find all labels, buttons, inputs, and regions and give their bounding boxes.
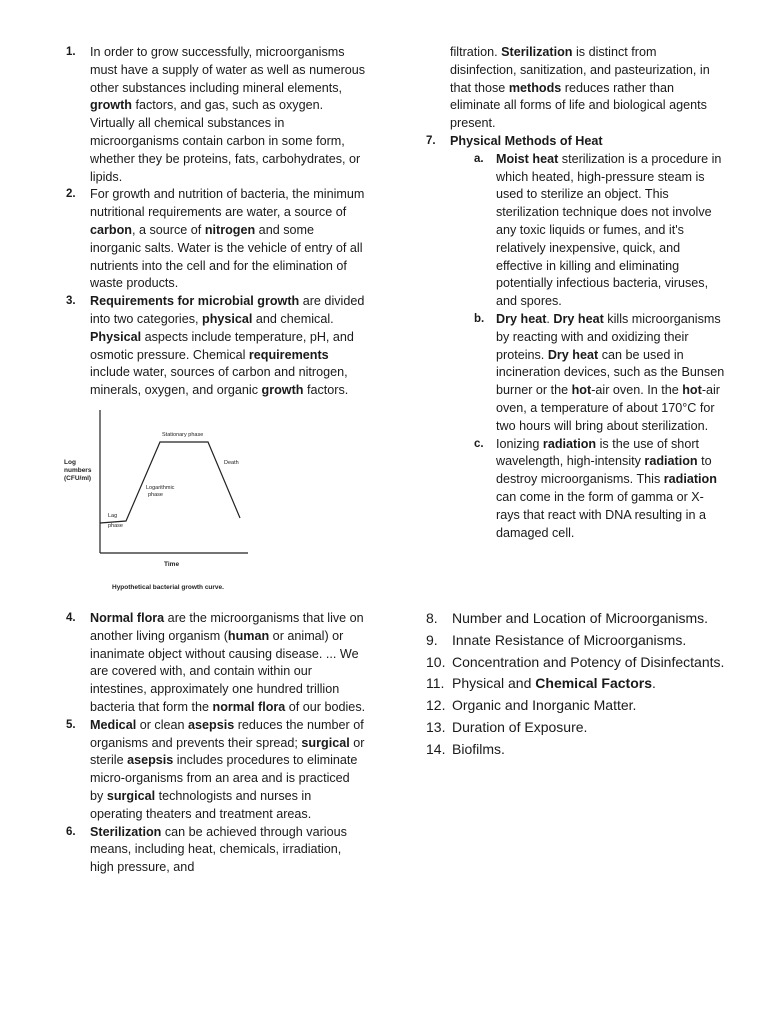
- sub-item-b: [426, 311, 726, 436]
- item-text: are the microorganisms that live on another living organism (: [90, 610, 364, 643]
- item-bold: Moist heat: [496, 151, 559, 166]
- item-text: factors, and gas, such as oxygen. Virtually all chemical substances in microorganisms contain carbon in some form, whether they be proteins, fats, carbohydrates, or lipids.: [90, 98, 361, 184]
- item-text: can come in the form of gamma or X-rays that react with DNA resulting in a damaged cell.: [496, 489, 706, 540]
- item-number: 2.: [66, 188, 76, 201]
- item-text: .: [652, 675, 656, 692]
- item-text: Innate Resistance of Microorganisms.: [452, 631, 687, 648]
- item-bold: Sterilization: [501, 45, 573, 59]
- item-number: 11.: [426, 675, 445, 692]
- sub-item-a: [426, 151, 726, 311]
- item-bold: normal flora: [212, 699, 286, 714]
- item-bold: asepsis: [188, 717, 235, 732]
- list-item-8: [426, 608, 726, 630]
- item-text: can be used in incineration devices, such as the Bunsen burner or the: [496, 347, 725, 398]
- item-text: Concentration and Potency of Disinfectants.: [452, 653, 725, 670]
- item-text: Ionizing: [496, 436, 543, 451]
- list-item-7: [426, 133, 726, 151]
- list-item-3: [66, 293, 366, 400]
- item-text: includes procedures to eliminate micro-organisms from an area and is practiced by: [90, 753, 358, 803]
- item-text: -air oven, a temperature of about 170°C for two hours will bring about sterilization.: [496, 383, 721, 433]
- item-bold: human: [227, 628, 270, 643]
- item-bold: Dry heat: [496, 311, 547, 326]
- y-axis-label: (CFU/ml): [64, 474, 92, 482]
- item-text: and some inorganic salts. Water is the vehicle of entry of all nutrients into the cell and for the elimination of waste products.: [90, 222, 363, 291]
- item-bold: nitrogen: [204, 222, 256, 237]
- item-bold: Medical: [90, 717, 137, 732]
- item-text: reduces the number of organisms and prevents their spread;: [90, 717, 364, 750]
- sub-item-letter: b.: [474, 312, 485, 325]
- item-number: 4.: [66, 611, 76, 624]
- item-text: Duration of Exposure.: [452, 718, 588, 735]
- item-number: 1.: [66, 46, 76, 58]
- death-phase-label: Death: [224, 459, 239, 466]
- item-text: Organic and Inorganic Matter.: [452, 697, 637, 714]
- item-text: sterilization is a procedure in which heated, high-pressure steam is used to sterilize an object. This sterilization technique does not involve any toxic liquids or fumes, and it's relatively inexpensive, quick, and effective in killing and eliminating potentially infectious bacteria, viruses, and spores.: [496, 151, 722, 309]
- item-bold: Sterilization: [90, 824, 162, 839]
- list-item-14: [426, 739, 726, 761]
- item-text: Number and Location of Microorganisms.: [452, 610, 709, 626]
- item-number: 8.: [426, 610, 438, 626]
- item-number: 3.: [66, 295, 76, 308]
- item-bold: surgical: [106, 788, 156, 803]
- item-number: 5.: [66, 718, 76, 731]
- item-bold: Requirements for microbial growth: [90, 294, 300, 309]
- x-axis-label: Time: [164, 560, 180, 568]
- list-item-4: [66, 610, 366, 717]
- item-heading: Physical Methods of Heat: [450, 133, 603, 148]
- item-number: 9.: [426, 631, 438, 648]
- list-item-9: [426, 630, 726, 652]
- item-bold: growth: [90, 98, 132, 113]
- item-text: include water, sources of carbon and nitrogen, minerals, oxygen, and organic: [90, 365, 348, 398]
- item-number: 6.: [66, 825, 76, 838]
- item-text: Physical and: [452, 675, 536, 692]
- item-text: aspects include temperature, pH, and osmotic pressure. Chemical: [90, 329, 354, 362]
- list-item-5: [66, 717, 366, 824]
- item-text: -air oven. In the: [591, 383, 683, 398]
- item-text: reduces rather than eliminate all forms of life and biological agents present.: [450, 80, 707, 131]
- item-number: 7.: [426, 134, 436, 147]
- item-text: is the use of short wavelength, high-intensity: [496, 436, 700, 469]
- sub-item-letter: a.: [474, 152, 484, 165]
- lag-phase-label: Lag: [108, 512, 118, 519]
- item-text: For growth and nutrition of bacteria, the minimum nutritional requirements are water, a source of: [90, 187, 365, 220]
- item-text: .: [546, 311, 554, 326]
- item-text: or sterile: [90, 735, 365, 768]
- log-phase-label: phase: [148, 491, 163, 498]
- item-text: filtration.: [450, 45, 502, 59]
- sub-item-c: [426, 436, 726, 543]
- item-bold: Dry heat: [547, 347, 599, 362]
- growth-curve-svg: [64, 408, 264, 604]
- figure-caption: Hypothetical bacterial growth curve.: [112, 583, 224, 591]
- stationary-phase-label: Stationary phase: [162, 431, 204, 438]
- item-text: are divided into two categories,: [90, 294, 365, 326]
- log-phase-label: Logarithmic: [146, 484, 175, 491]
- item-bold: Chemical Factors: [535, 675, 652, 692]
- item-text: can be achieved through various means, including heat, chemicals, irradiation, high pressure, and: [90, 824, 347, 875]
- item-text: technologists and nurses in operating theaters and treatment areas.: [90, 788, 312, 821]
- list-item-6-continued: [426, 44, 726, 133]
- item-bold: hot: [682, 383, 702, 398]
- item-text: or animal) or inanimate object without causing disease. ... We are covered with, and contain within our intestines, approximately one hundred trillion bacteria that form the: [90, 628, 359, 714]
- right-column: [426, 44, 726, 542]
- list-item-2: [66, 186, 366, 293]
- list-item-12: [426, 695, 726, 717]
- item-number: 13.: [426, 718, 446, 735]
- list-item-10: [426, 652, 726, 674]
- item-number: 14.: [426, 740, 446, 757]
- growth-curve-figure: [64, 408, 264, 604]
- list-item-6: [66, 824, 366, 877]
- factors-list: [426, 608, 726, 761]
- lag-phase-label: phase: [108, 522, 123, 529]
- item-text: factors.: [303, 383, 349, 398]
- item-bold: Physical: [90, 329, 142, 344]
- item-bold: radiation: [663, 472, 717, 487]
- left-column: [66, 44, 366, 877]
- y-axis-label: Log: [64, 458, 76, 466]
- item-bold: radiation: [644, 454, 698, 469]
- item-bold: hot: [571, 383, 592, 398]
- item-bold: carbon: [90, 222, 132, 237]
- item-text: and chemical.: [252, 311, 334, 326]
- item-text: or clean: [136, 717, 189, 732]
- item-bold: Normal flora: [90, 610, 165, 625]
- item-text: is distinct from disinfection, sanitization, and pasteurization, in that those: [450, 45, 710, 95]
- item-bold: growth: [261, 383, 304, 398]
- item-bold: requirements: [248, 347, 329, 362]
- item-number: 10.: [426, 653, 446, 670]
- item-text: Biofilms.: [452, 740, 505, 757]
- sub-item-letter: c.: [474, 437, 484, 450]
- item-text: of our bodies.: [285, 699, 366, 714]
- item-number: 12.: [426, 697, 446, 714]
- list-item-11: [426, 673, 726, 695]
- item-bold: radiation: [542, 436, 597, 451]
- item-text: In order to grow successfully, microorganisms must have a supply of water as well as numerous other substances including mineral elements,: [90, 45, 366, 95]
- list-item-13: [426, 717, 726, 739]
- growth-curve-line: [100, 442, 240, 523]
- item-bold: methods: [508, 80, 562, 95]
- item-text: kills microorganisms by reacting with and oxidizing their proteins.: [496, 311, 721, 362]
- item-bold: physical: [202, 311, 253, 326]
- item-bold: surgical: [301, 735, 350, 750]
- item-bold: Dry heat: [553, 311, 604, 326]
- item-bold: asepsis: [127, 753, 174, 768]
- list-item-1: [66, 44, 366, 186]
- item-text: , a source of: [132, 222, 205, 237]
- y-axis-label: numbers: [64, 466, 92, 474]
- item-text: to destroy microorganisms. This: [496, 454, 712, 487]
